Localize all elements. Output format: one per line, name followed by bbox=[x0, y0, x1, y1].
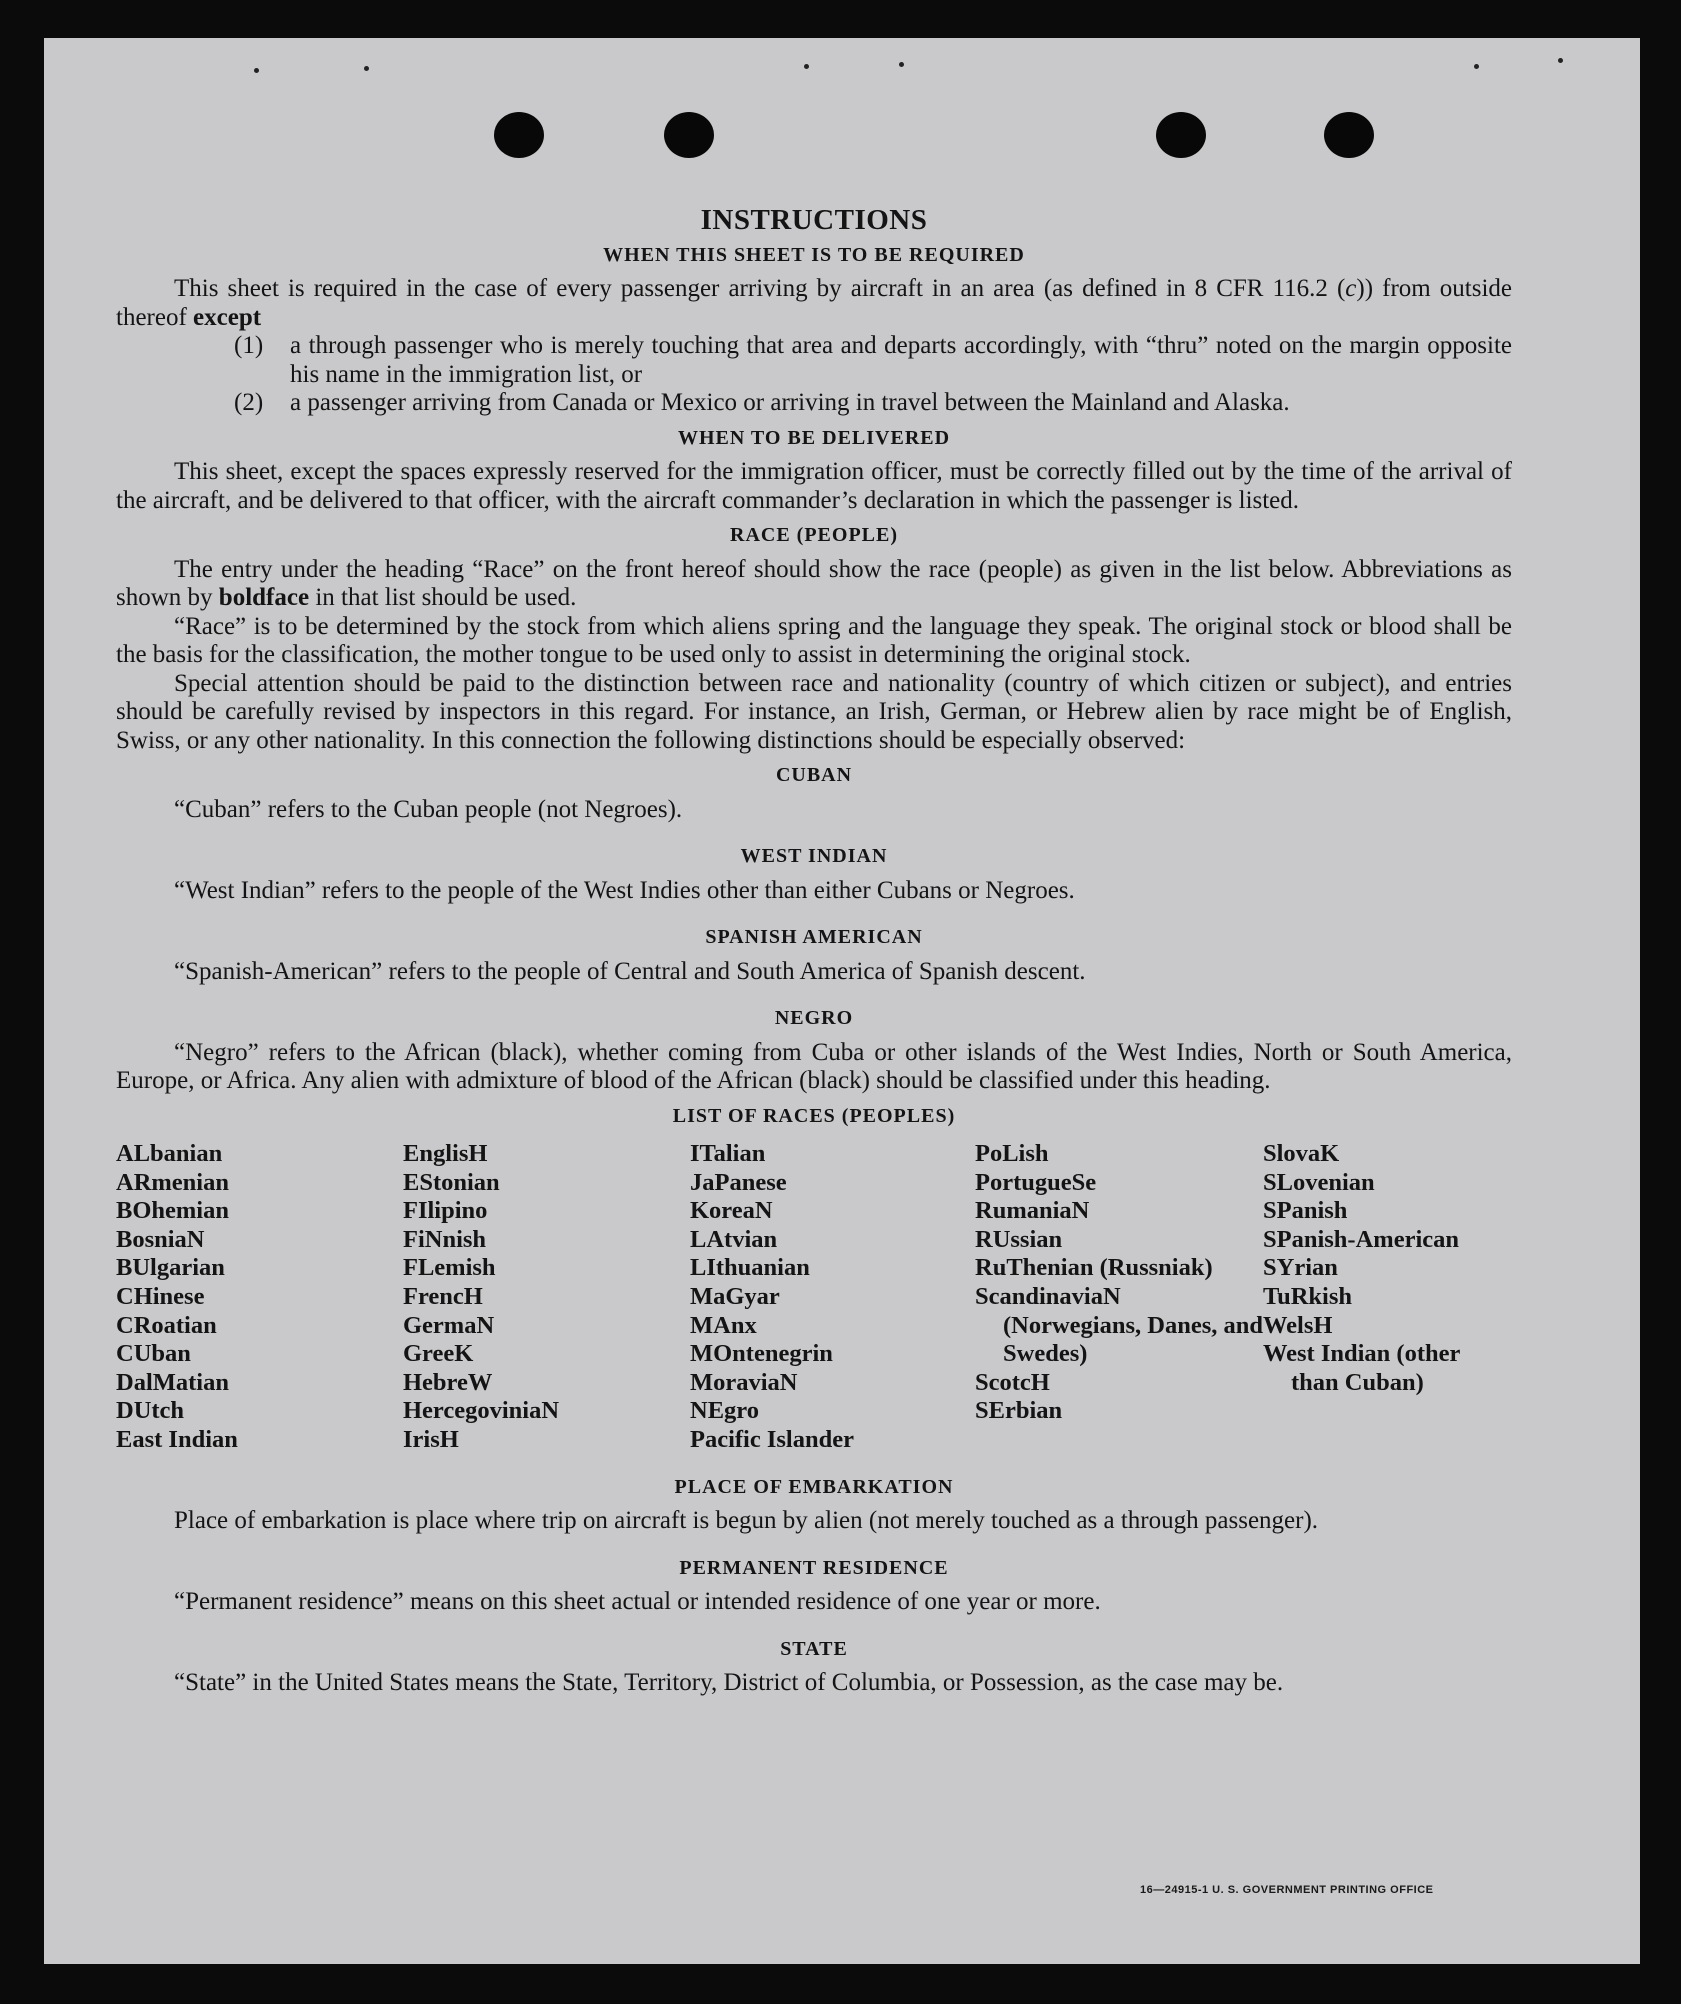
section-heading-race: RACE (PEOPLE) bbox=[730, 524, 898, 546]
race-entry: LIthuanian bbox=[690, 1254, 810, 1282]
race-entry: MaGyar bbox=[690, 1282, 780, 1310]
paper-speck bbox=[804, 64, 809, 69]
state-text: “State” in the United States means the State, Territory, District of Columbia, or Possession, as the case may be. bbox=[174, 1669, 1284, 1697]
race-entry: SErbian bbox=[975, 1397, 1063, 1425]
race-entry: LAtvian bbox=[690, 1225, 778, 1253]
race-entry: TuRkish bbox=[1263, 1282, 1353, 1310]
paper-speck bbox=[899, 62, 904, 67]
race-entry: CRoatian bbox=[116, 1311, 217, 1339]
west-indian-text: “West Indian” refers to the people of the West Indies other than either Cubans or Negroes. bbox=[174, 876, 1075, 904]
required-intro: This sheet is required in the case of every passenger arriving by aircraft in an area (as defined in 8 CFR 116.2 (c)) from outside thereof except bbox=[116, 275, 1513, 331]
cuban-text: “Cuban” refers to the Cuban people (not Negroes). bbox=[174, 795, 683, 823]
races-list bbox=[116, 1140, 1512, 1455]
race-entry: RuThenian (Russniak) bbox=[975, 1254, 1213, 1282]
race-paragraph: “Race” is to be determined by the stock from which aliens spring and the language they speak. The original stock or blood shall be the basis for the classification, the mother tongue to be used only to assist in determining the original stock. bbox=[116, 612, 1512, 668]
race-entry: HercegoviniaN bbox=[403, 1397, 560, 1425]
race-entry: SLovenian bbox=[1263, 1168, 1375, 1196]
race-entry: RUssian bbox=[975, 1225, 1063, 1253]
list-item: (2) a passenger arriving from Canada or Mexico or arriving in travel between the Mainland and Alaska. bbox=[234, 389, 1290, 416]
race-entry: Pacific Islander bbox=[690, 1425, 854, 1453]
punch-hole bbox=[664, 112, 714, 158]
race-entry: BOhemian bbox=[116, 1197, 229, 1225]
races-column bbox=[975, 1140, 1263, 1455]
race-entry: HebreW bbox=[403, 1368, 493, 1396]
race-entry: EnglisH bbox=[403, 1140, 488, 1167]
race-entry: MAnx bbox=[690, 1311, 757, 1339]
race-entry: BosniaN bbox=[116, 1225, 205, 1253]
race-entry: PoLish bbox=[975, 1140, 1049, 1167]
races-column bbox=[690, 1140, 975, 1455]
paper-speck bbox=[364, 66, 369, 71]
race-entry: SPanish bbox=[1263, 1197, 1348, 1225]
race-entry: West Indian (other than Cuban) bbox=[1263, 1340, 1460, 1396]
race-entry: DUtch bbox=[116, 1397, 185, 1425]
race-entry: MoraviaN bbox=[690, 1368, 798, 1396]
section-heading-list-of-races: LIST OF RACES (PEOPLES) bbox=[672, 1104, 956, 1127]
race-entry: ALbanian bbox=[116, 1140, 223, 1167]
race-entry: JaPanese bbox=[690, 1168, 787, 1196]
section-heading-required: WHEN THIS SHEET IS TO BE REQUIRED bbox=[603, 243, 1025, 266]
race-entry: ARmenian bbox=[116, 1168, 229, 1196]
page-title: INSTRUCTIONS bbox=[700, 204, 928, 236]
race-entry: ScotcH bbox=[975, 1368, 1050, 1396]
races-column bbox=[116, 1140, 403, 1455]
spanish-american-text: “Spanish-American” refers to the people of Central and South America of Spanish descent. bbox=[174, 957, 1086, 985]
race-entry: SlovaK bbox=[1263, 1140, 1340, 1167]
instructions-text bbox=[116, 206, 1512, 1698]
race-entry: East Indian bbox=[116, 1425, 238, 1453]
race-entry: PortugueSe bbox=[975, 1168, 1097, 1196]
paper-speck bbox=[254, 68, 259, 73]
race-entry: SYrian bbox=[1263, 1254, 1338, 1282]
negro-text: “Negro” refers to the African (black), whether coming from Cuba or other islands of the West Indies, North or South America, Europe, or Africa. Any alien with admixture of blood of the African (black) should be classified under this heading. bbox=[116, 1038, 1512, 1094]
race-entry: ScandinaviaN (Norwegians, Danes, and Swedes) bbox=[975, 1282, 1263, 1368]
embarkation-text: Place of embarkation is place where trip on aircraft is begun by alien (not merely touched as a through passenger). bbox=[174, 1507, 1319, 1535]
race-entry: FLemish bbox=[403, 1254, 496, 1282]
race-entry: NEgro bbox=[690, 1397, 759, 1425]
section-heading-west-indian: WEST INDIAN bbox=[740, 845, 888, 867]
race-entry: SPanish-American bbox=[1263, 1225, 1459, 1253]
race-paragraph: Special attention should be paid to the distinction between race and nationality (country of which citizen or subject), and entries should be carefully revised by inspectors in this regard. For instance, an Irish, German, or Hebrew alien by race might be of English, Swiss, or any other nationality. In this connection the following distinctions should be especially observed: bbox=[116, 669, 1512, 754]
printing-office-imprint: 16—24915-1 U. S. GOVERNMENT PRINTING OFFICE bbox=[1140, 1884, 1434, 1896]
paper-speck bbox=[1558, 58, 1563, 63]
race-entry: GermaN bbox=[403, 1311, 495, 1339]
punch-hole bbox=[1324, 112, 1374, 158]
race-paragraph: The entry under the heading “Race” on the front hereof should show the race (people) as given in the list below. Abbreviations as shown by boldface in that list should be used. bbox=[116, 555, 1512, 611]
delivered-text: This sheet, except the spaces expressly reserved for the immigration officer, must be correctly filled out by the time of the arrival of the aircraft, and be delivered to that officer, with the aircraft commander’s declaration in which the passenger is listed. bbox=[116, 458, 1512, 514]
section-heading-residence: PERMANENT RESIDENCE bbox=[679, 1556, 949, 1579]
race-entry: FIlipino bbox=[403, 1197, 488, 1225]
section-heading-cuban: CUBAN bbox=[775, 764, 853, 786]
race-entry: GreeK bbox=[403, 1340, 474, 1368]
race-entry: FrencH bbox=[403, 1282, 483, 1310]
race-entry: BUlgarian bbox=[116, 1254, 225, 1282]
race-entry: KoreaN bbox=[690, 1197, 773, 1225]
race-entry: IrisH bbox=[403, 1425, 459, 1453]
punch-hole bbox=[1156, 112, 1206, 158]
race-entry: MOntenegrin bbox=[690, 1340, 833, 1368]
section-heading-spanish-american: SPANISH AMERICAN bbox=[705, 926, 923, 948]
section-heading-state: STATE bbox=[780, 1637, 848, 1660]
residence-text: “Permanent residence” means on this sheet actual or intended residence of one year or more. bbox=[174, 1588, 1101, 1616]
race-entry: RumaniaN bbox=[975, 1197, 1090, 1225]
section-heading-negro: NEGRO bbox=[774, 1007, 854, 1029]
race-entry: WelsH bbox=[1263, 1311, 1333, 1339]
race-entry: FiNnish bbox=[403, 1225, 487, 1253]
section-heading-embarkation: PLACE OF EMBARKATION bbox=[674, 1475, 954, 1498]
race-entry: CHinese bbox=[116, 1282, 205, 1310]
race-entry: ITalian bbox=[690, 1140, 766, 1167]
race-entry: DalMatian bbox=[116, 1368, 229, 1396]
list-item: (1) a through passenger who is merely touching that area and departs accordingly, with “thru” noted on the margin opposite his name in the immigration list, or bbox=[234, 332, 1512, 388]
race-entry: EStonian bbox=[403, 1168, 500, 1196]
races-column bbox=[1263, 1140, 1512, 1455]
punch-hole bbox=[494, 112, 544, 158]
race-entry: CUban bbox=[116, 1340, 191, 1368]
races-column bbox=[403, 1140, 690, 1455]
paper-speck bbox=[1474, 64, 1479, 69]
section-heading-delivered: WHEN TO BE DELIVERED bbox=[677, 426, 951, 449]
document-page bbox=[44, 38, 1640, 1964]
